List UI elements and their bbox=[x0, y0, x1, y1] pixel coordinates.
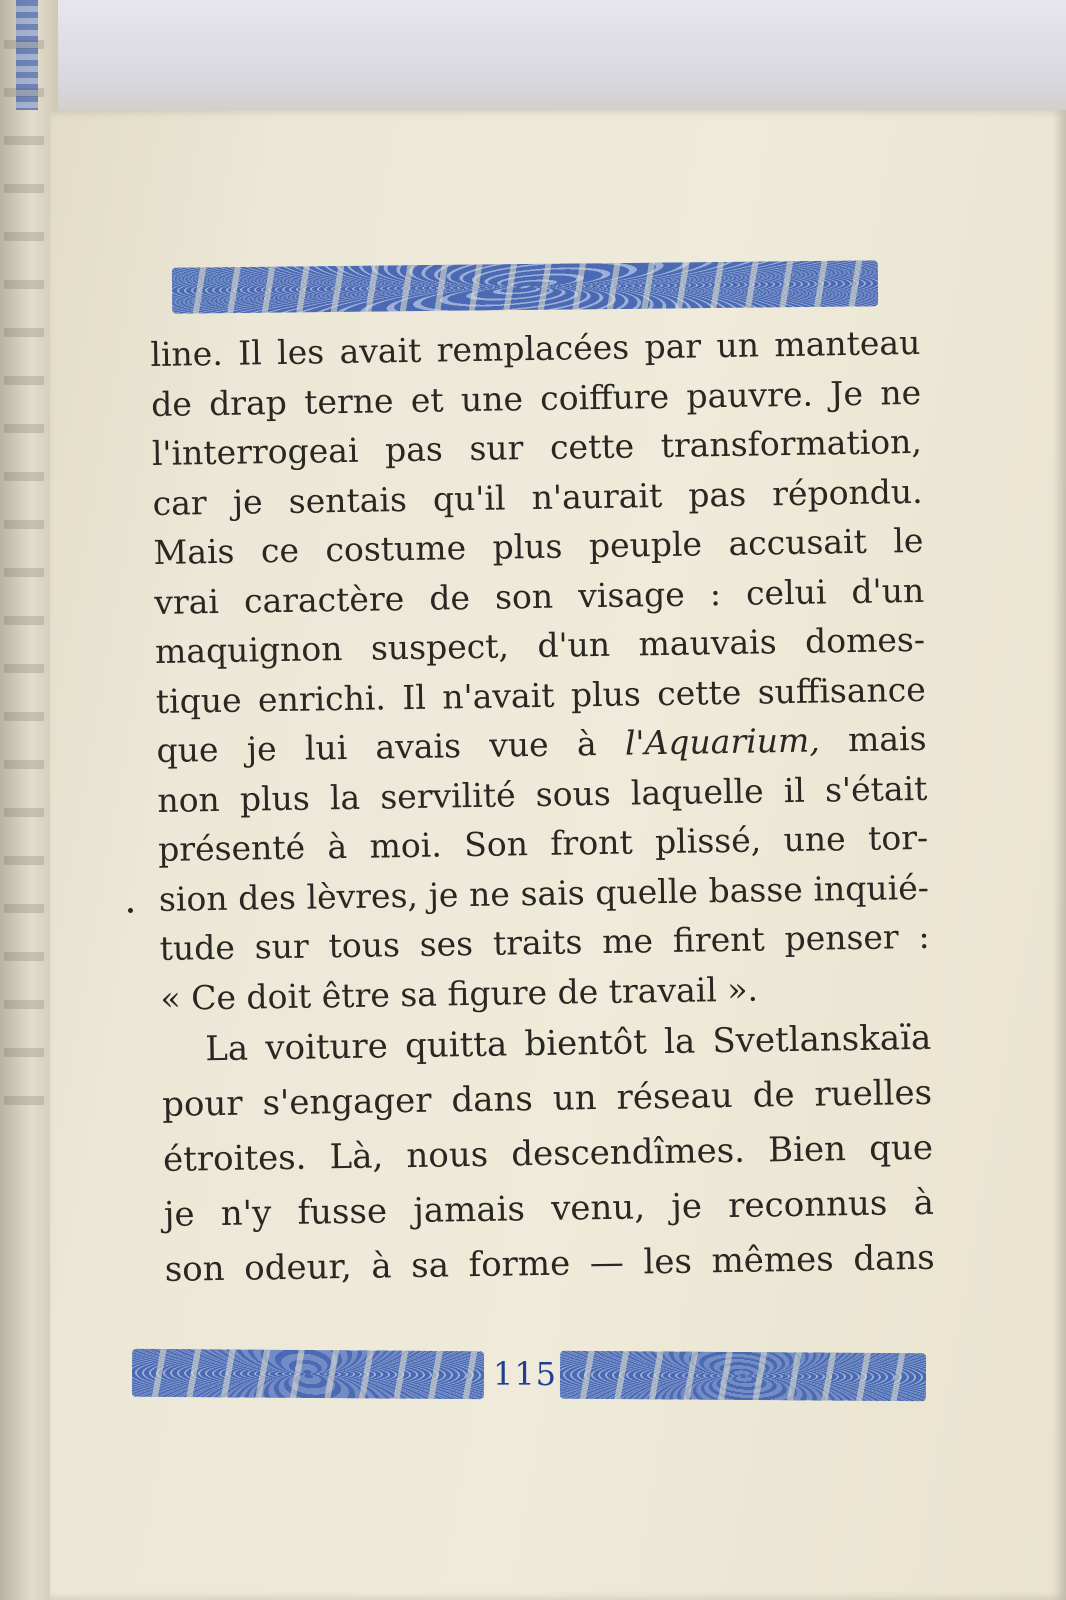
text-line: maquignon suspect, d'un mauvais domes- bbox=[154, 619, 926, 671]
text-line: Mais ce costume plus peuple accusait le bbox=[153, 520, 924, 572]
text-line: non plus la servilité sous laquelle il s'était bbox=[157, 768, 928, 820]
bottom-right-ornamental-border bbox=[560, 1351, 926, 1402]
page-number: 115 bbox=[492, 1355, 558, 1393]
top-ornamental-border bbox=[172, 260, 878, 313]
text-line: présenté à moi. Son front plissé, une tor- bbox=[157, 817, 929, 869]
text-line: l'interrogeai pas sur cette transformation, bbox=[151, 421, 923, 473]
facing-page-text bbox=[4, 40, 44, 1140]
text-line: de drap terne et une coiffure pauvre. Je ne bbox=[150, 372, 922, 424]
text-line: sion des lèvres, je ne sais quelle basse inquié- bbox=[158, 867, 930, 919]
text-line: line. Il les avait remplacées par un manteau bbox=[150, 322, 921, 374]
text-line: La voiture quitta bientôt la Svetlanskaïa bbox=[204, 1017, 932, 1070]
text-line: je n'y fusse jamais venu, je reconnus à bbox=[163, 1182, 935, 1235]
bottom-left-ornamental-border bbox=[132, 1349, 484, 1399]
text-line: car je sentais qu'il n'aurait pas répondu. bbox=[152, 471, 923, 523]
text-line: pour s'engager dans un réseau de ruelles bbox=[161, 1072, 933, 1125]
text-line: tique enrichi. Il n'avait plus cette suffisance bbox=[155, 669, 927, 721]
text-line: vrai caractère de son visage : celui d'un bbox=[153, 570, 925, 622]
text-line: « Ce doit être sa figure de travail ». bbox=[160, 969, 759, 1018]
italic-title: l'Aquarium, bbox=[624, 720, 821, 763]
text-line: son odeur, à sa forme — les mêmes dans bbox=[164, 1237, 935, 1290]
text-line: tude sur tous ses traits me firent penser : bbox=[159, 916, 930, 968]
text-segment: mais bbox=[819, 718, 927, 760]
ink-speck bbox=[128, 908, 133, 913]
page-body-text bbox=[150, 318, 935, 1298]
text-line: étroites. Là, nous descendîmes. Bien que bbox=[162, 1127, 934, 1180]
text-segment: que je lui avais vue à bbox=[156, 723, 626, 770]
